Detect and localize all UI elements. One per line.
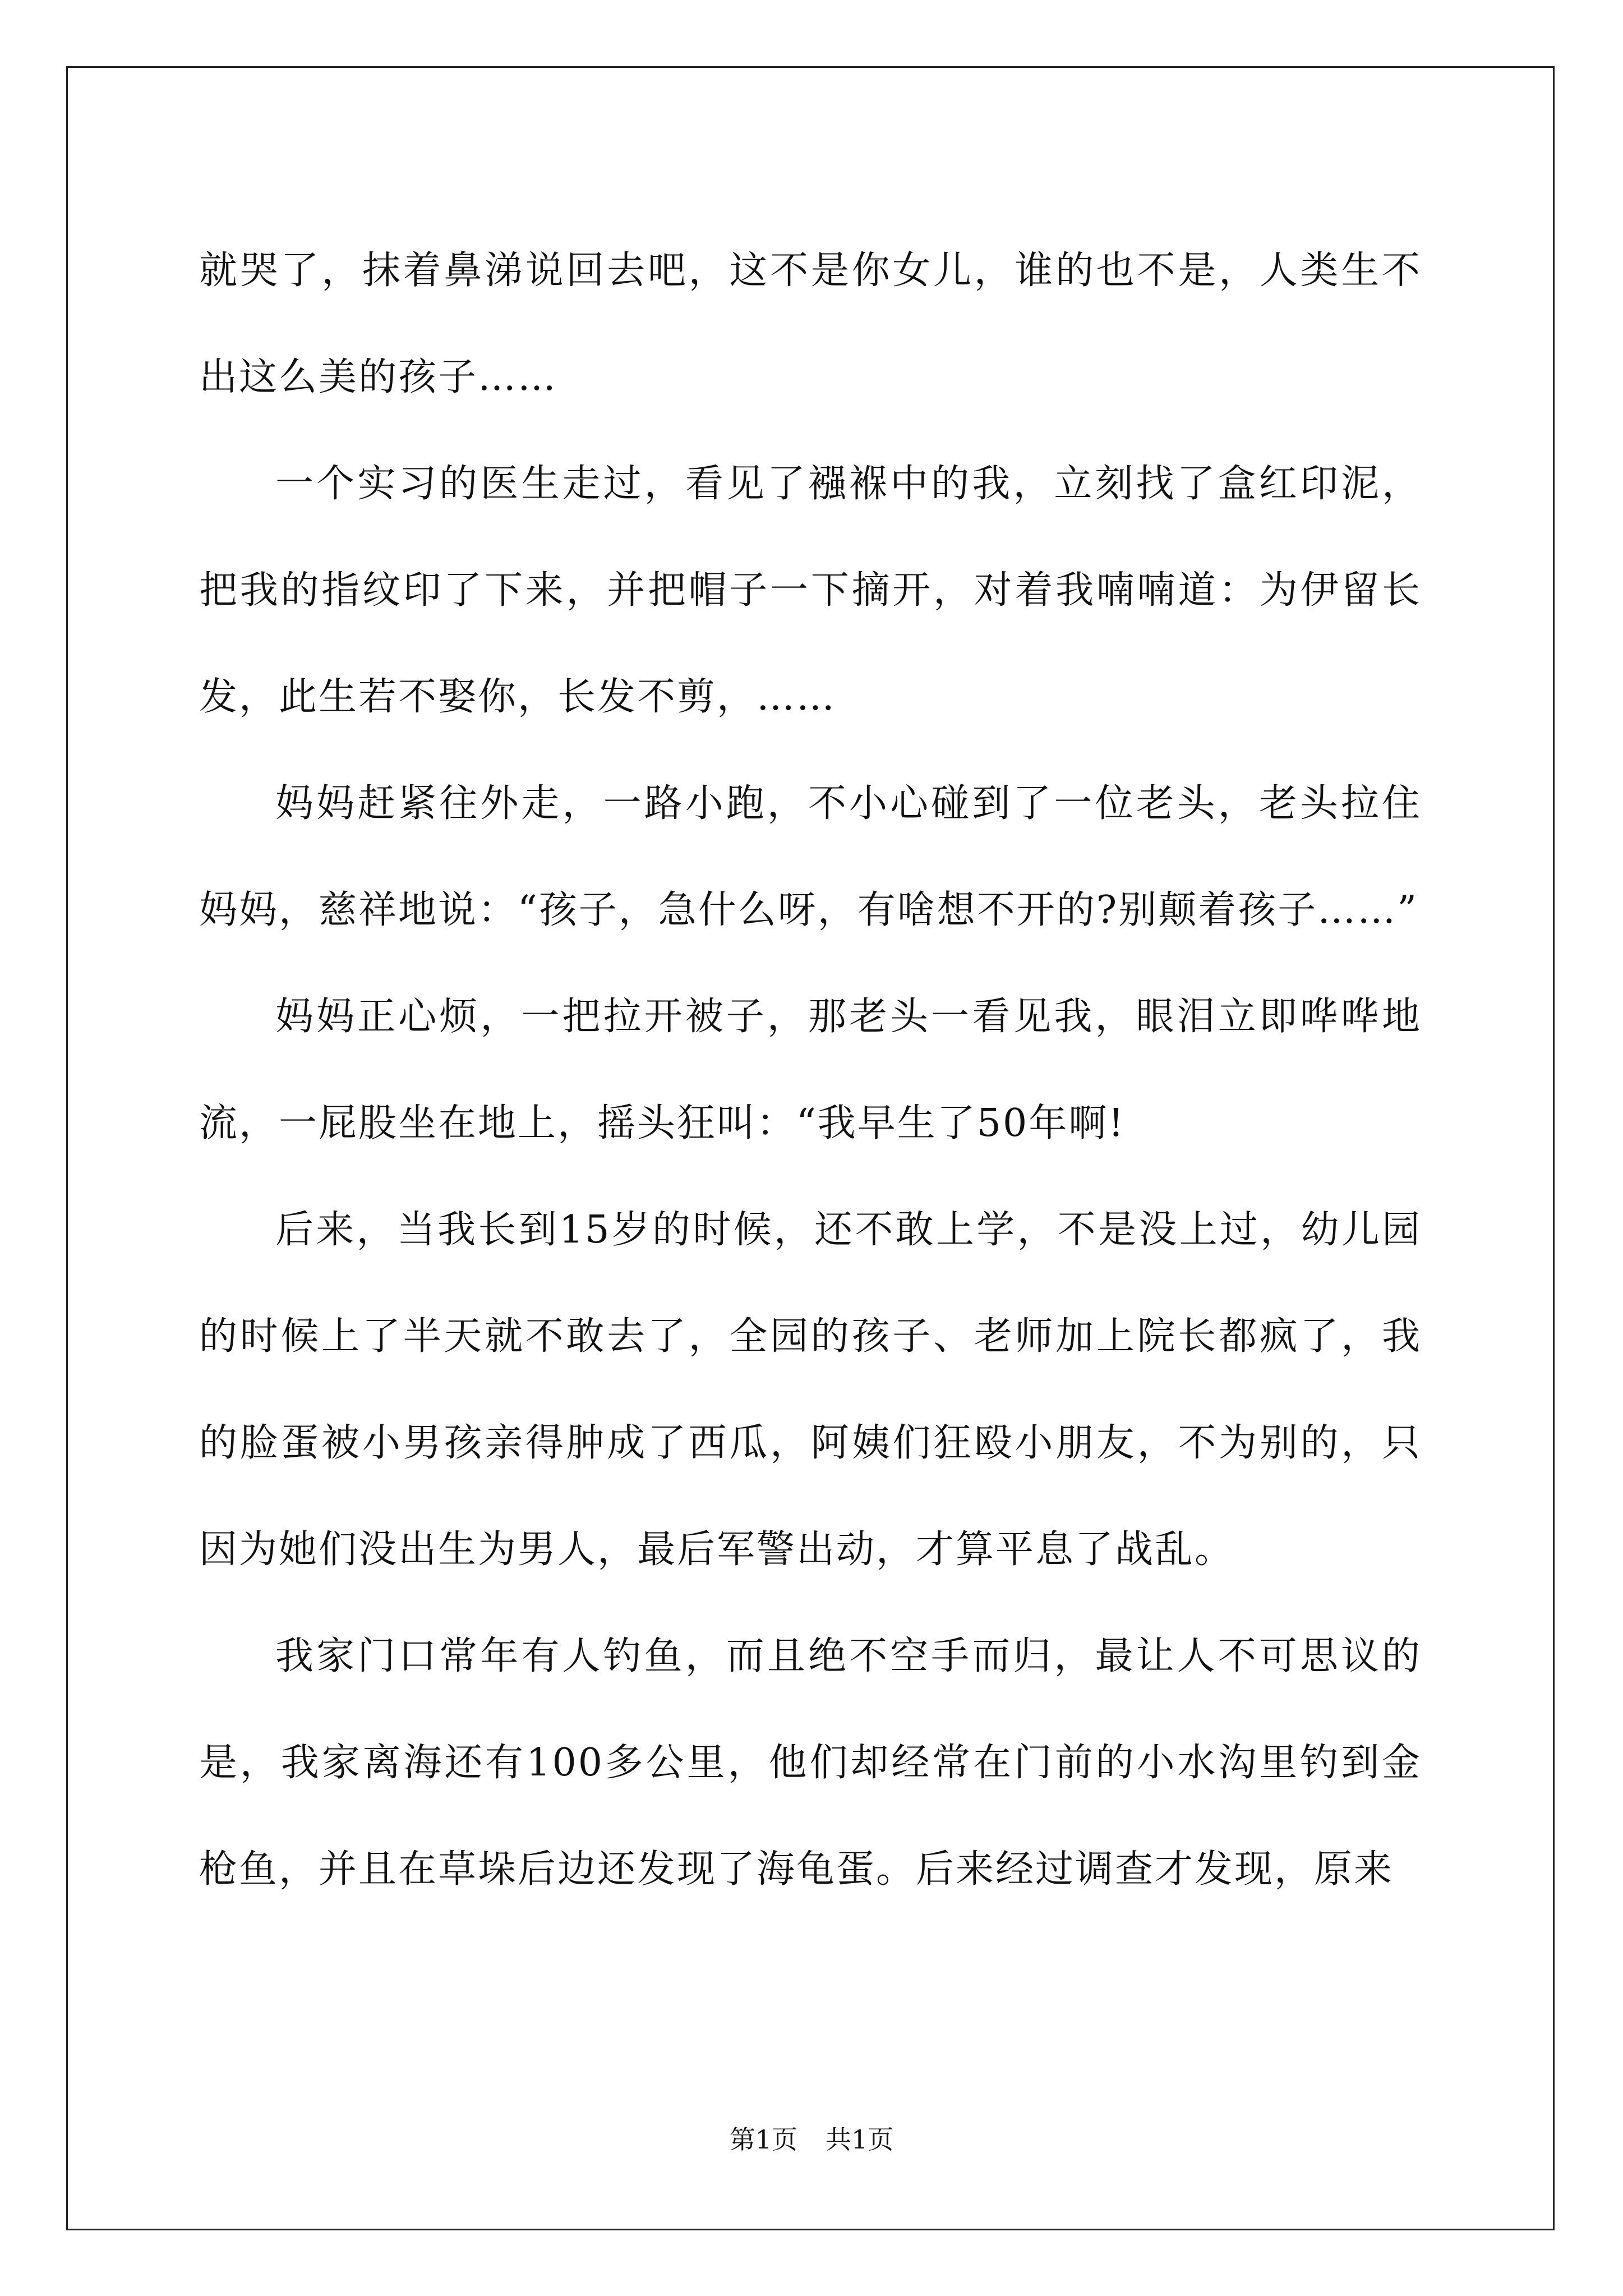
paragraph: 后来，当我长到15岁的时候，还不敢上学，不是没上过，幼儿园的时候上了半天就不敢去了，全园的孩子、老师加上院长都疯了，我的脸蛋被小男孩亲得肿成了西瓜，阿姨们狂殴小朋友，不为别的，只因为她们没出生为男人，最后军警出动，才算平息了战乱。 xyxy=(199,1208,1422,1572)
paragraph: 我家门口常年有人钓鱼，而且绝不空手而归，最让人不可思议的是，我家离海还有100多公里，他们却经常在门前的小水沟里钓到金枪鱼，并且在草垛后边还发现了海龟蛋。后来经过调查才发现，原来 xyxy=(199,1634,1422,1892)
paragraph: 妈妈赶紧往外走，一路小跑，不小心碰到了一位老头，老头拉住妈妈，慈祥地说：“孩子，急什么呀，有啥想不开的?别颠着孩子……” xyxy=(199,781,1422,932)
page-number: 第1页 xyxy=(729,2124,797,2155)
page-footer xyxy=(0,2123,1623,2156)
paragraph: 妈妈正心烦，一把拉开被子，那老头一看见我，眼泪立即哗哗地流，一屁股坐在地上，摇头狂叫：“我早生了50年啊! xyxy=(199,995,1422,1145)
paragraph: 就哭了，抹着鼻涕说回去吧，这不是你女儿，谁的也不是，人类生不出这么美的孩子…… xyxy=(199,249,1422,399)
document-body xyxy=(199,218,1422,1923)
page-total: 共1页 xyxy=(826,2124,894,2155)
paragraph: 一个实习的医生走过，看见了襁褓中的我，立刻找了盒红印泥，把我的指纹印了下来，并把帽子一下摘开，对着我喃喃道：为伊留长发，此生若不娶你，长发不剪，…… xyxy=(199,462,1422,719)
